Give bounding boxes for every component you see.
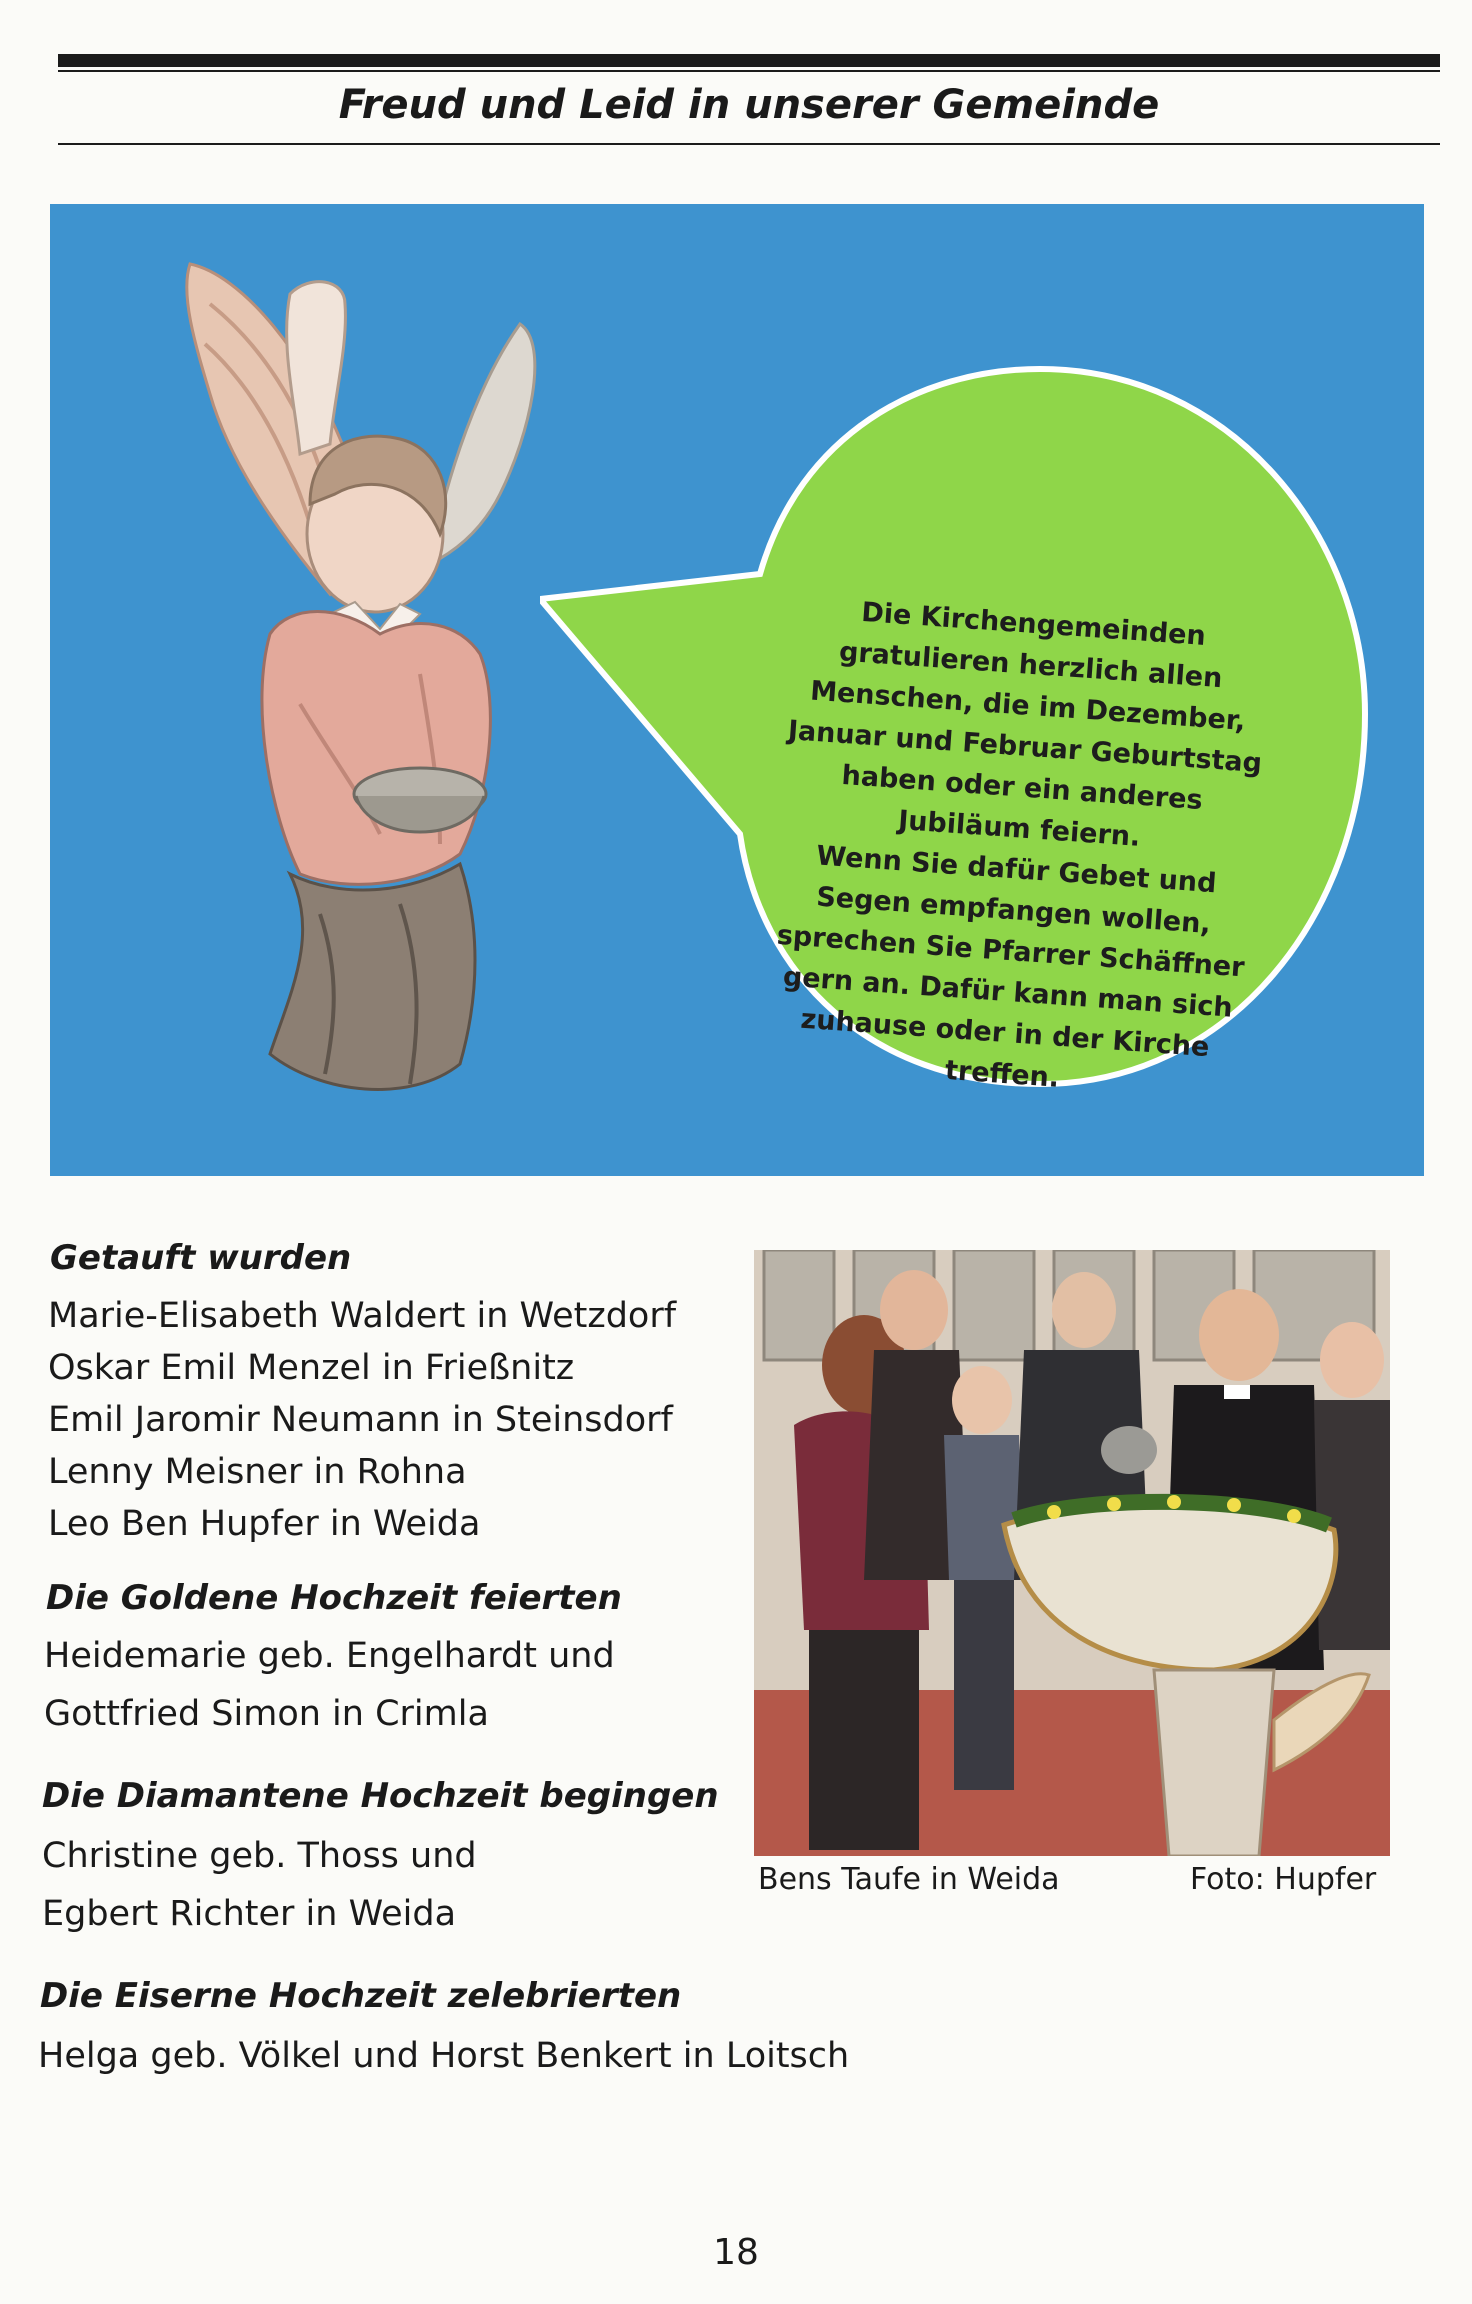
photo-credit: Foto: Hupfer bbox=[1190, 1862, 1377, 1897]
page-title: Freud und Leid in unserer Gemeinde bbox=[338, 82, 1160, 128]
speech-bubble-text bbox=[751, 587, 1284, 1113]
list-item: Leo Ben Hupfer in Weida bbox=[48, 1504, 481, 1544]
photo-caption: Bens Taufe in Weida bbox=[758, 1862, 1060, 1897]
list-item: Egbert Richter in Weida bbox=[42, 1894, 457, 1934]
bubble-paragraph-2: Wenn Sie dafür Gebet und Segen empfangen wollen, sprechen Sie Pfarrer Schäffner gern an. Dafür kann man sich zuhause oder in der Kirche treffen. bbox=[775, 840, 1246, 1094]
page-number: 18 bbox=[713, 2232, 759, 2273]
greeting-banner bbox=[50, 204, 1424, 1176]
list-item: Lenny Meisner in Rohna bbox=[48, 1452, 467, 1492]
list-item: Heidemarie geb. Engelhardt und bbox=[44, 1636, 615, 1676]
bubble-paragraph-1: Die Kirchengemeinden gratulieren herzlich allen Menschen, die im Dezember, Januar und Februar Geburtstag haben oder ein anderes Jubiläum feiern. bbox=[786, 596, 1264, 853]
baptism-photo-illustration bbox=[754, 1250, 1390, 1856]
speech-bubble bbox=[540, 274, 1380, 1094]
list-item: Emil Jaromir Neumann in Steinsdorf bbox=[48, 1400, 673, 1440]
list-item: Helga geb. Völkel und Horst Benkert in Loitsch bbox=[38, 2036, 850, 2076]
event-heading-diamond-wedding: Die Diamantene Hochzeit begingen bbox=[42, 1776, 719, 1816]
list-item: Oskar Emil Menzel in Frießnitz bbox=[48, 1348, 575, 1388]
event-heading-iron-wedding: Die Eiserne Hochzeit zelebrierten bbox=[40, 1976, 682, 2016]
baptism-photo bbox=[754, 1250, 1390, 1856]
list-item: Gottfried Simon in Crimla bbox=[44, 1694, 489, 1734]
header-rule-thick bbox=[58, 54, 1440, 67]
event-heading-golden-wedding: Die Goldene Hochzeit feierten bbox=[46, 1578, 622, 1618]
event-heading-baptisms: Getauft wurden bbox=[50, 1238, 352, 1278]
header-rule-bottom bbox=[58, 143, 1440, 145]
header-rule-thin bbox=[58, 70, 1440, 72]
list-item: Christine geb. Thoss und bbox=[42, 1836, 477, 1876]
list-item: Marie-Elisabeth Waldert in Wetzdorf bbox=[48, 1296, 677, 1336]
